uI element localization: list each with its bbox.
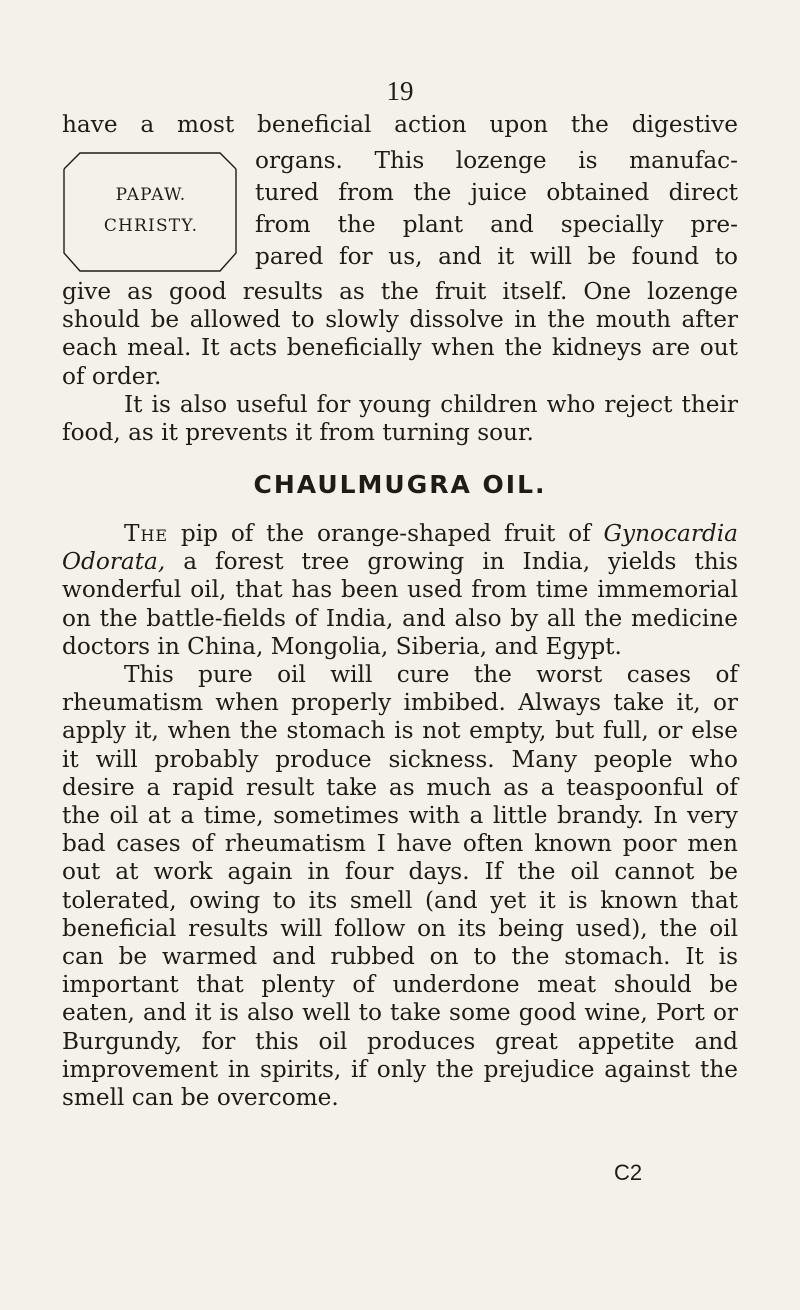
page-number: 19 xyxy=(386,76,414,106)
section-heading: CHAULMUGRA OIL. xyxy=(253,470,547,499)
product-label-box xyxy=(62,145,240,277)
side-text-block xyxy=(255,145,738,273)
side-line: tured from the juice obtained direct xyxy=(255,179,738,206)
box-label-christy: CHRISTY. xyxy=(103,216,199,236)
chaulmugra-section xyxy=(62,520,738,1112)
papaw-paragraphs xyxy=(62,278,738,447)
box-frame xyxy=(62,145,240,277)
papaw-paragraph-1: give as good results as the fruit itself. One lozenge should be allowed to slowly dissolve in the mouth after each meal. It acts beneficially when the kidneys are out of order. xyxy=(62,278,738,390)
intro-text-a: pip of the orange-shaped fruit of xyxy=(168,520,604,547)
chaulmugra-paragraph-2: This pure oil will cure the worst cases of rheumatism when properly imbibed. Always take it, or apply it, when the stomach is not empty, but full, or else it will probably produce sickness. Many people who desire a rapid result take as much as a teaspoonful of the oil at a time, sometimes with a little brandy. In very bad cases of rheumatism I have often known poor men out at work again in four days. If the oil cannot be tolerated, owing to its smell (and yet it is known that beneficial results will follow on its being used), the oil can be warmed and rubbed on to the stomach. It is important that plenty of underdone meat should be eaten, and it is also well to take some good wine, Port or Burgundy, for this oil produces great appetite and improvement in spirits, if only the prejudice against the smell can be overcome. xyxy=(62,661,738,1112)
first-line: have a most beneficial action upon the digestive xyxy=(62,111,738,138)
side-line: organs. This lozenge is manufac- xyxy=(255,147,738,174)
side-line: from the plant and specially pre- xyxy=(255,211,738,238)
papaw-paragraph-2: It is also useful for young children who reject their food, as it prevents it from turning sour. xyxy=(62,390,738,447)
species-name: Gynocardia Odorata, xyxy=(62,520,738,576)
intro-text-b: a forest tree growing in India, yields this wonderful oil, that has been used from time immemorial on the battle-fields of India, and also by all the medicine doctors in China, Mongolia, Siberia, and Egypt. xyxy=(62,548,738,660)
first-word: The xyxy=(124,520,169,547)
box-label-papaw: PAPAW. xyxy=(115,185,187,205)
chaulmugra-paragraph-1 xyxy=(62,520,738,661)
side-line: pared for us, and it will be found to xyxy=(255,243,738,270)
signature-mark: C2 xyxy=(614,1160,643,1185)
